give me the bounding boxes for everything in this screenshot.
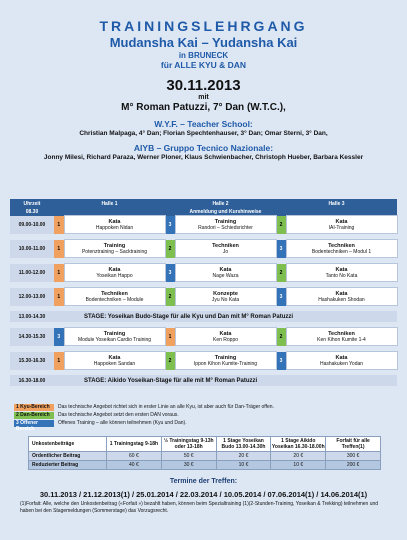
stage-row-budo bbox=[10, 311, 397, 322]
session-topic: Potenztraining – Sacktraining bbox=[81, 248, 148, 255]
session-topic: Happoken Sandan bbox=[93, 360, 136, 367]
level-marker: 3 bbox=[54, 328, 64, 346]
session-topic: Nage Waza bbox=[212, 272, 239, 279]
legend-row bbox=[14, 411, 274, 419]
legend-row bbox=[14, 403, 274, 411]
fees-row-regular bbox=[29, 452, 381, 461]
session-type: Kata bbox=[335, 266, 348, 273]
level-marker: 1 bbox=[54, 216, 64, 234]
session-cell bbox=[175, 216, 276, 234]
registration-text: Anmeldung und Kurshinweise bbox=[54, 208, 397, 216]
registration-time: 08.30 bbox=[10, 208, 54, 216]
stage-row-aikido bbox=[10, 375, 397, 386]
session-cell bbox=[175, 352, 276, 370]
session-topic: Bodentechniken – Modul 1 bbox=[311, 248, 372, 255]
session-row bbox=[10, 216, 397, 234]
session-type: Konzepte bbox=[213, 290, 238, 297]
schedule-table bbox=[10, 199, 398, 386]
wyf-heading: W.Y.F. – Teacher School: bbox=[154, 119, 253, 129]
dates-list: 30.11.2013 / 21.12.2013(1) / 25.01.2014 / 22.03.2014 / 10.05.2014 / 07.06.2014(1) / 14.06.2014(1) bbox=[39, 490, 368, 499]
session-type: Training bbox=[214, 354, 237, 361]
session-cell bbox=[64, 288, 165, 306]
session-cell bbox=[286, 352, 397, 370]
location-text: in BRUNECK bbox=[178, 51, 229, 60]
session-cell bbox=[64, 264, 165, 282]
session-time: 10.00-11.00 bbox=[10, 240, 54, 258]
session-topic: Jo bbox=[222, 248, 229, 255]
dates-heading: Termine der Treffen: bbox=[169, 478, 238, 485]
session-cell bbox=[64, 352, 165, 370]
session-cell bbox=[286, 328, 397, 346]
fees-cell: 20 € bbox=[271, 452, 326, 461]
session-cell bbox=[175, 264, 276, 282]
session-type: Kata bbox=[108, 266, 121, 273]
level-legend bbox=[14, 403, 274, 432]
flyer-subtitle: Mudansha Kai – Yudansha Kai bbox=[109, 35, 298, 50]
level-marker: 1 bbox=[54, 264, 64, 282]
session-cell bbox=[64, 240, 165, 258]
level-marker: 3 bbox=[165, 216, 175, 234]
level-marker: 3 bbox=[276, 288, 286, 306]
legend-swatch bbox=[14, 419, 54, 432]
stage-time: 13.00-14.30 bbox=[10, 311, 54, 322]
fees-header-cell: 1 Stage Aikido Yoseikan 16.30-18.00h bbox=[271, 438, 325, 450]
registration-row bbox=[10, 208, 397, 216]
fees-cell: 10 € bbox=[216, 461, 271, 470]
stage-time: 16.30-18.00 bbox=[10, 375, 54, 386]
stage-text: STAGE: Yoseikan Budo-Stage für alle Kyu und Dan mit M° Roman Patuzzi bbox=[54, 311, 397, 322]
level-marker: 1 bbox=[54, 288, 64, 306]
afternoon-sessions bbox=[10, 328, 397, 370]
aiyb-teachers: Jonny Milesi, Richard Paraza, Werner Ploner, Klaus Schwienbacher, Christoph Hueber, Barbara Kessler bbox=[43, 154, 364, 161]
session-type: Techniken bbox=[328, 242, 355, 249]
legend-label: Offener Bereich bbox=[16, 419, 38, 432]
audience-text: für ALLE KYU & DAN bbox=[160, 60, 247, 70]
fees-cell: 40 € bbox=[107, 461, 162, 470]
hall3-header: Halle 3 bbox=[276, 199, 397, 208]
session-topic: Ippon Kihon Kumite-Training bbox=[193, 360, 258, 367]
level-marker: 3 bbox=[165, 264, 175, 282]
session-time: 11.00-12.00 bbox=[10, 264, 54, 282]
level-marker: 2 bbox=[165, 288, 175, 306]
session-topic: Jyu No Kata bbox=[211, 296, 240, 303]
legend-swatch bbox=[14, 404, 54, 411]
legend-label: Kyu-Bereich bbox=[20, 403, 50, 410]
fees-cell: 200 € bbox=[326, 461, 381, 470]
legend-text: Das technische Angebot setzt den ersten DAN voraus. bbox=[58, 412, 179, 418]
level-marker: 1 bbox=[54, 352, 64, 370]
fees-cell: 60 € bbox=[107, 452, 162, 461]
fees-header-cell: 1 Trainingstag 9-18h bbox=[107, 437, 162, 452]
session-type: Techniken bbox=[101, 290, 128, 297]
session-time: 15.30-16.30 bbox=[10, 352, 54, 370]
fees-cell: 20 € bbox=[216, 452, 271, 461]
session-cell bbox=[175, 240, 276, 258]
fees-header-cell: ½ Trainingstag 9-13h oder 13-18h bbox=[161, 437, 216, 452]
session-type: Kata bbox=[335, 354, 348, 361]
session-type: Techniken bbox=[328, 330, 355, 337]
legend-text: Das technische Angebot richtet sich in erster Linie an alle Kyu, ist aber auch für Dan-Träger offen. bbox=[58, 404, 274, 410]
aiyb-heading: AIYB – Gruppo Tecnico Nazionale: bbox=[133, 143, 274, 153]
legend-label: Dan-Bereich bbox=[20, 411, 50, 418]
forfait-footnote: (1)Forfait: Alle, welche den Unkostenbeitrag («Forfait ») bezahlt haben, können beim Spezialtraining (1)(2-Stunden-Training, Yoseikan & Trekking) teilnehmen und haben bei den Stagemeldungen (Sommerstage) das Vorzugsrecht. bbox=[20, 501, 379, 514]
fees-header-cell: 1 Stage Yoseikan Budo 13.00-14.30h bbox=[216, 437, 271, 452]
session-row bbox=[10, 264, 397, 282]
session-type: Techniken bbox=[212, 242, 239, 249]
session-type: Kata bbox=[335, 218, 348, 225]
fees-header-row bbox=[29, 437, 381, 452]
master-name: M° Roman Patuzzi, 7° Dan (W.T.C.), bbox=[121, 102, 286, 113]
session-cell bbox=[175, 328, 276, 346]
session-row bbox=[10, 352, 397, 370]
level-marker: 2 bbox=[276, 264, 286, 282]
level-marker: 2 bbox=[276, 216, 286, 234]
session-type: Training bbox=[103, 330, 126, 337]
session-cell bbox=[64, 216, 165, 234]
session-type: Kata bbox=[108, 218, 121, 225]
hall2-header: Halle 2 bbox=[165, 199, 276, 208]
fees-cell: Ordentlicher Beitrag bbox=[29, 452, 107, 461]
legend-text: Offenes Training – alle können teilnehmen (Kyu und Dan). bbox=[58, 420, 187, 426]
session-type: Kata bbox=[219, 330, 232, 337]
session-cell bbox=[175, 288, 276, 306]
session-topic: Module Yoseikan Cardio Training bbox=[77, 336, 152, 343]
session-topic: Randori – Schiedsrichter bbox=[198, 224, 253, 231]
session-topic: Ken Roppo bbox=[212, 336, 239, 343]
session-topic: Bodentechniken – Module bbox=[85, 296, 144, 303]
morning-sessions bbox=[10, 216, 397, 306]
legend-number: 2 bbox=[16, 411, 19, 418]
stage-text: STAGE: Aikido Yoseikan-Stage für alle mit M° Roman Patuzzi bbox=[54, 375, 397, 386]
level-marker: 1 bbox=[165, 328, 175, 346]
session-row bbox=[10, 288, 397, 306]
session-type: Training bbox=[103, 242, 126, 249]
legend-row bbox=[14, 419, 274, 432]
hall1-header: Halle 1 bbox=[54, 199, 165, 208]
fees-header-cell: Unkostenbeiträge bbox=[29, 437, 107, 452]
fees-cell: 10 € bbox=[271, 461, 326, 470]
session-type: Kata bbox=[335, 290, 348, 297]
session-time: 14.30-15.30 bbox=[10, 328, 54, 346]
mit-text: mit bbox=[198, 94, 209, 101]
schedule-header-row bbox=[10, 199, 397, 208]
fees-header-cell: Forfait für alle Treffen(1) bbox=[326, 437, 381, 452]
level-marker: 3 bbox=[276, 352, 286, 370]
session-row bbox=[10, 240, 397, 258]
legend-number: 1 bbox=[16, 403, 19, 410]
session-cell bbox=[286, 288, 397, 306]
fees-cell: 300 € bbox=[326, 452, 381, 461]
session-time: 12.00-13.00 bbox=[10, 288, 54, 306]
wyf-teachers: Christian Malpaga, 4° Dan; Florian Spechtenhauser, 3° Dan; Omar Sterni, 3° Dan, bbox=[79, 130, 328, 137]
session-time: 09.00-10.00 bbox=[10, 216, 54, 234]
level-marker: 3 bbox=[276, 240, 286, 258]
session-topic: Yoseikan Happo bbox=[96, 272, 133, 279]
level-marker: 2 bbox=[165, 240, 175, 258]
session-topic: Tanto No Kata bbox=[325, 272, 358, 279]
session-topic: Hashakuken Shodan bbox=[318, 296, 365, 303]
fees-cell: 50 € bbox=[161, 452, 216, 461]
fees-table bbox=[28, 436, 381, 470]
session-type: Kata bbox=[108, 354, 121, 361]
event-date: 30.11.2013 bbox=[166, 77, 241, 94]
session-topic: IAI-Training bbox=[328, 224, 355, 231]
level-marker: 1 bbox=[54, 240, 64, 258]
session-topic: Ken Kihon Kumite 1-4 bbox=[317, 336, 366, 343]
session-cell bbox=[286, 264, 397, 282]
session-cell bbox=[64, 328, 165, 346]
session-cell bbox=[286, 216, 397, 234]
legend-number: 3 bbox=[16, 419, 19, 426]
session-cell bbox=[286, 240, 397, 258]
level-marker: 2 bbox=[276, 328, 286, 346]
flyer-title: TRAININGSLEHRGANG bbox=[99, 18, 308, 34]
session-topic: Happoken Nidan bbox=[95, 224, 134, 231]
session-topic: Hashakuken Yodan bbox=[319, 360, 364, 367]
session-type: Training bbox=[214, 218, 237, 225]
level-marker: 2 bbox=[165, 352, 175, 370]
session-row bbox=[10, 328, 397, 346]
fees-cell: Reduzierter Beitrag bbox=[29, 461, 107, 470]
legend-swatch bbox=[14, 412, 54, 419]
time-header: Uhrzeit bbox=[10, 199, 54, 208]
fees-row-reduced bbox=[29, 461, 381, 470]
session-type: Kata bbox=[219, 266, 232, 273]
fees-cell: 30 € bbox=[161, 461, 216, 470]
